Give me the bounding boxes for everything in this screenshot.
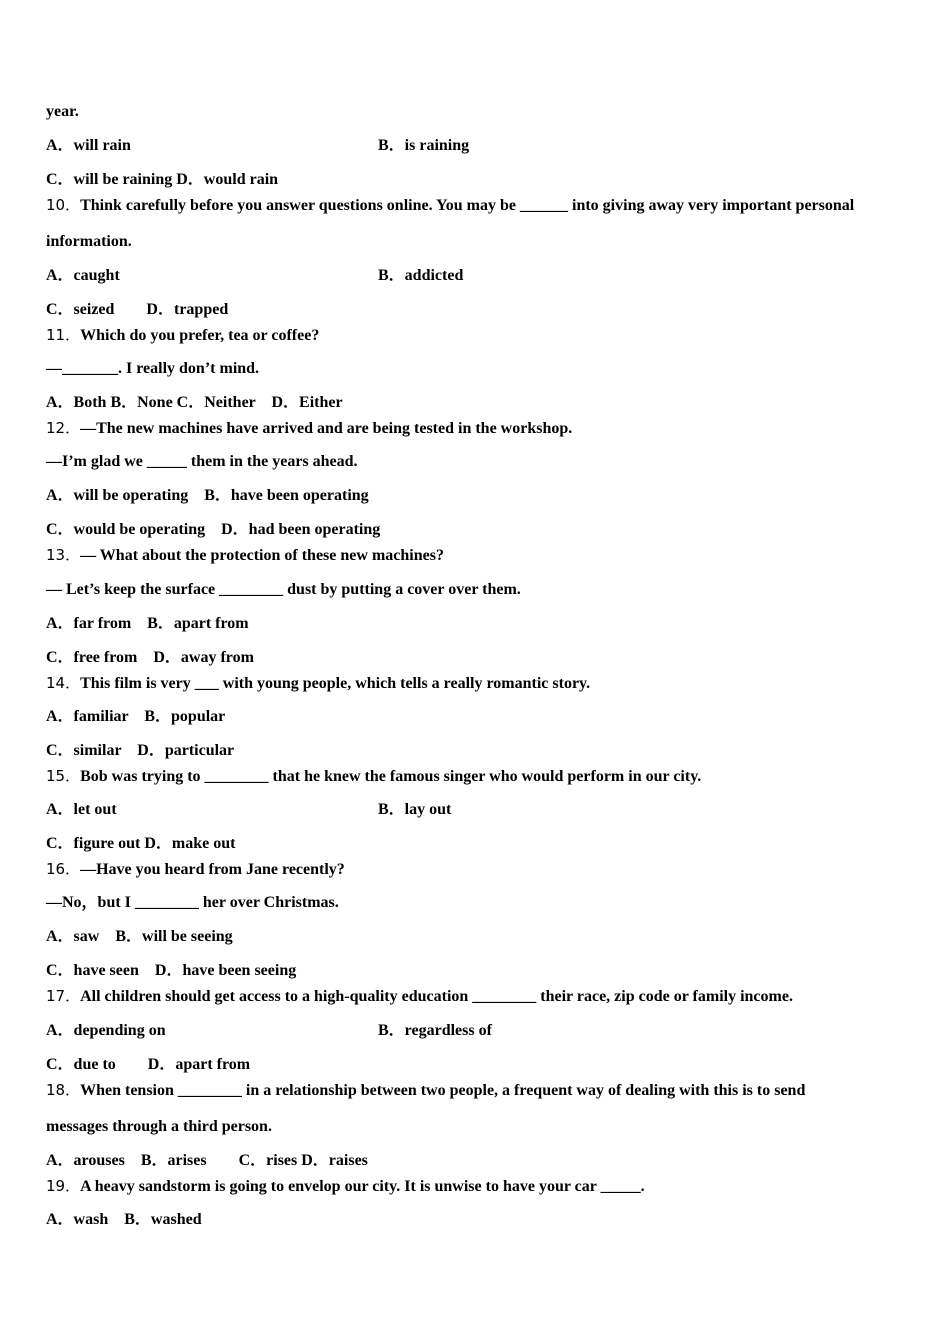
- q17-option-a: A．depending on: [46, 1022, 166, 1039]
- q19-options-ab: A．wash B．washed: [46, 1211, 202, 1228]
- question-number: 18．: [46, 1081, 81, 1099]
- q10-stem: 10．Think carefully before you answer questions online. You may be ______ into giving away very important personal: [46, 196, 855, 214]
- q10-options-cd: C．seized D．trapped: [46, 301, 229, 318]
- q16-options-ab: A．saw B．will be seeing: [46, 928, 233, 945]
- q18-stem: 18．When tension ________ in a relationship between two people, a frequent way of dealing with this is to send: [46, 1081, 806, 1099]
- question-number: 15．: [46, 767, 81, 785]
- q13-stem: 13．— What about the protection of these new machines?: [46, 546, 444, 564]
- q13-reply: — Let’s keep the surface ________ dust by putting a cover over them.: [46, 581, 521, 598]
- q18-stem-continued: messages through a third person.: [46, 1118, 272, 1135]
- q15-stem: 15．Bob was trying to ________ that he knew the famous singer who would perform in our city.: [46, 767, 702, 785]
- q10-option-a: A．caught: [46, 267, 120, 284]
- q15-options-cd: C．figure out D．make out: [46, 835, 236, 852]
- q9-option-b: B．is raining: [378, 137, 470, 154]
- question-number: 12．: [46, 419, 81, 437]
- q12-options-ab: A．will be operating B．have been operating: [46, 487, 369, 504]
- q17-stem: 17．All children should get access to a high-quality education ________ their race, zip code or family income.: [46, 987, 793, 1005]
- q16-options-cd: C．have seen D．have been seeing: [46, 962, 297, 979]
- q15-option-b: B．lay out: [378, 801, 452, 818]
- q10-stem-continued: information.: [46, 233, 132, 250]
- q15-option-a: A．let out: [46, 801, 117, 818]
- q9-option-a: A．will rain: [46, 137, 131, 154]
- question-number: 13．: [46, 546, 81, 564]
- q12-options-cd: C．would be operating D．had been operating: [46, 521, 381, 538]
- q13-options-cd: C．free from D．away from: [46, 649, 254, 666]
- q18-options: A．arouses B．arises C．rises D．raises: [46, 1152, 368, 1169]
- q16-stem: 16．—Have you heard from Jane recently?: [46, 860, 345, 878]
- question-number: 16．: [46, 860, 81, 878]
- q12-reply: —I’m glad we _____ them in the years ahead.: [46, 453, 358, 470]
- q17-option-b: B．regardless of: [378, 1022, 492, 1039]
- question-number: 17．: [46, 987, 81, 1005]
- q12-stem: 12．—The new machines have arrived and are being tested in the workshop.: [46, 419, 573, 437]
- q17-options-cd: C．due to D．apart from: [46, 1056, 251, 1073]
- q10-option-b: B．addicted: [378, 267, 464, 284]
- q16-reply: —No，but I ________ her over Christmas.: [46, 894, 339, 911]
- question-number: 19．: [46, 1177, 81, 1195]
- q9-options-cd: C．will be raining D．would rain: [46, 171, 279, 188]
- question-number: 14．: [46, 674, 81, 692]
- q11-stem: 11．Which do you prefer, tea or coffee?: [46, 326, 320, 344]
- question-number: 11．: [46, 326, 81, 344]
- q11-options: A．Both B．None C．Neither D．Either: [46, 394, 343, 411]
- q19-stem: 19．A heavy sandstorm is going to envelop our city. It is unwise to have your car _____.: [46, 1177, 645, 1195]
- q13-options-ab: A．far from B．apart from: [46, 615, 249, 632]
- question-number: 10．: [46, 196, 81, 214]
- q14-options-ab: A．familiar B．popular: [46, 708, 226, 725]
- q14-stem: 14．This film is very ___ with young people, which tells a really romantic story.: [46, 674, 591, 692]
- q14-options-cd: C．similar D．particular: [46, 742, 235, 759]
- q9-stem-continued: year.: [46, 103, 79, 120]
- q11-reply: —_______. I really don’t mind.: [46, 360, 260, 377]
